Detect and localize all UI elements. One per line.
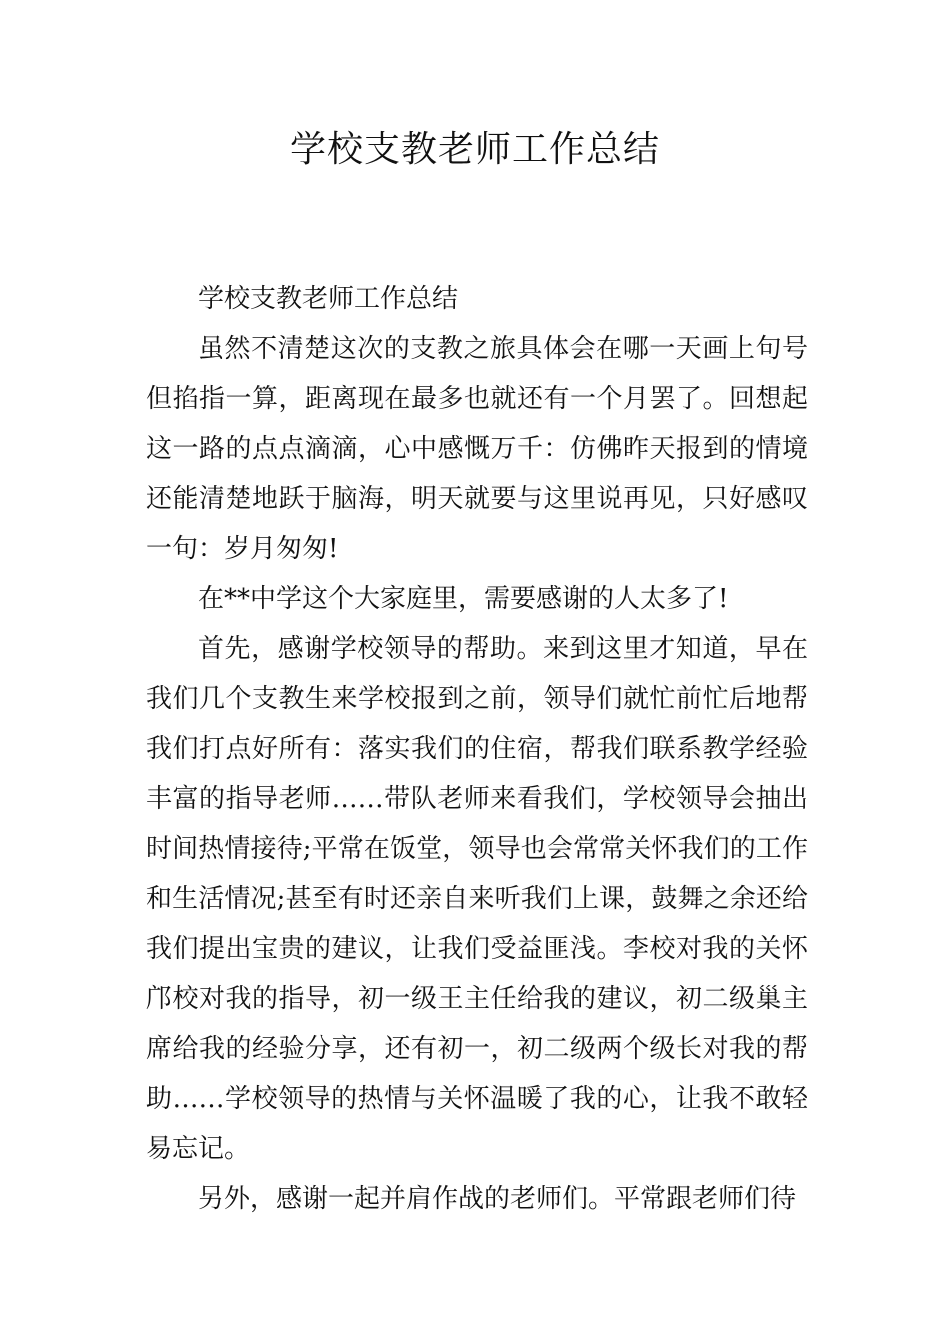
paragraph: 另外，感谢一起并肩作战的老师们。平常跟老师们待 xyxy=(198,1184,797,1214)
document-title: 学校支教老师工作总结 xyxy=(289,129,660,170)
paragraph: 虽然不清楚这次的支教之旅具体会在哪一天画上句号但掐指一算，距离现在最多也就还有一个月罢了。回想起这一路的点点滴滴，心中感慨万千：仿佛昨天报到的情境还能清楚地跃于脑海，明天就要与这里说再见，只好感叹一句：岁月匆匆! xyxy=(146,334,808,564)
document-body xyxy=(146,274,808,1224)
paragraph: 首先，感谢学校领导的帮助。来到这里才知道，早在我们几个支教生来学校报到之前，领导们就忙前忙后地帮我们打点好所有：落实我们的住宿，帮我们联系教学经验丰富的指导老师……带队老师来看我们，学校领导会抽出时间热情接待;平常在饭堂，领导也会常常关怀我们的工作和生活情况;甚至有时还亲自来听我们上课，鼓舞之余还给我们提出宝贵的建议，让我们受益匪浅。李校对我的关怀邝校对我的指导，初一级王主任给我的建议，初二级巢主席给我的经验分享，还有初一，初二级两个级长对我的帮助……学校领导的热情与关怀温暖了我的心，让我不敢轻易忘记。 xyxy=(146,634,808,1164)
paragraph-heading: 学校支教老师工作总结 xyxy=(198,284,459,314)
paragraph: 在**中学这个大家庭里，需要感谢的人太多了! xyxy=(198,584,729,614)
